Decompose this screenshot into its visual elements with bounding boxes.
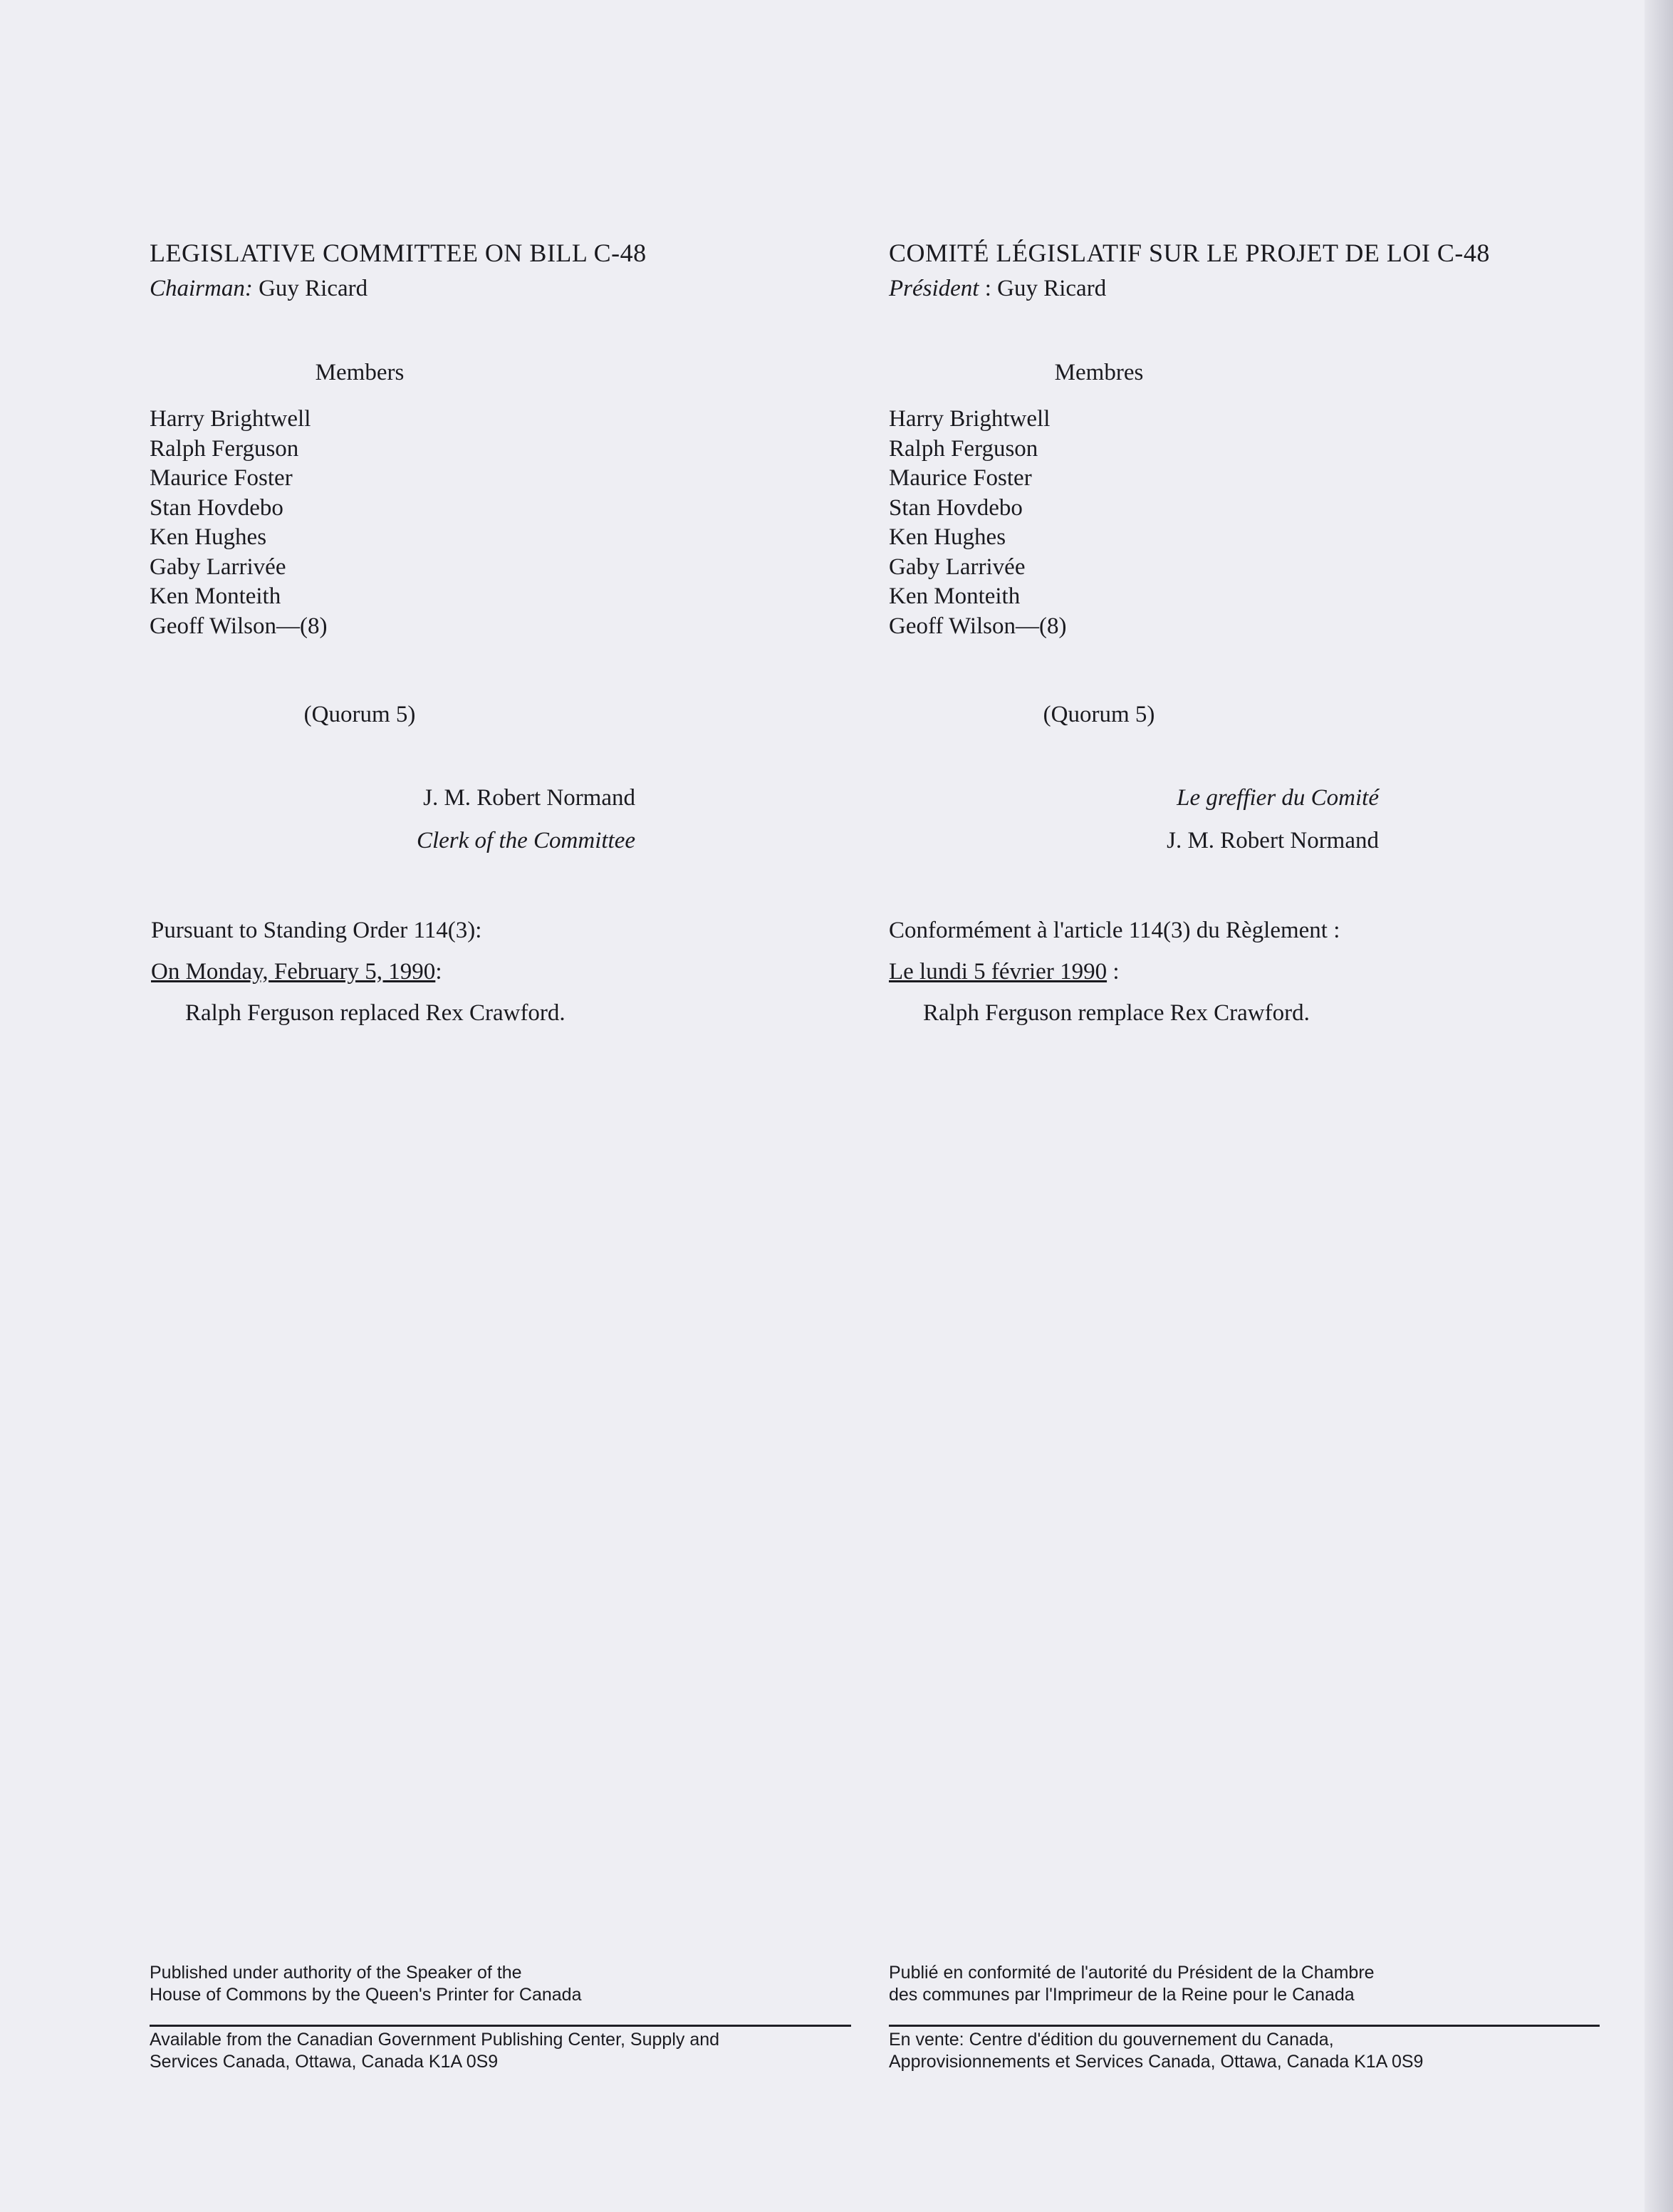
- availability-notice-fr: [889, 2029, 1423, 2073]
- footer-divider-en: [150, 2025, 851, 2027]
- published-line: des communes par l'Imprimeur de la Reine pour le Canada: [889, 1985, 1355, 2005]
- member-item: Gaby Larrivée: [150, 554, 286, 580]
- member-item: Ralph Ferguson: [150, 435, 299, 462]
- published-line: Publié en conformité de l'autorité du Président de la Chambre: [889, 1963, 1375, 1983]
- chair-name-fr: : Guy Ricard: [984, 276, 1107, 301]
- availability-line: Services Canada, Ottawa, Canada K1A 0S9: [150, 2052, 499, 2072]
- members-title-fr: Membres: [1054, 360, 1144, 385]
- order-date-suffix-en: :: [435, 959, 442, 985]
- member-item: Maurice Foster: [150, 465, 293, 491]
- english-column: [150, 235, 862, 862]
- chair-role-en: Chairman:: [150, 276, 253, 301]
- member-item: Geoff Wilson—(8): [889, 613, 1067, 639]
- member-item: Stan Hovdebo: [889, 494, 1023, 521]
- member-item: Ralph Ferguson: [889, 435, 1038, 462]
- availability-notice-en: [150, 2029, 719, 2073]
- page-edge-shadow: [1645, 0, 1673, 2212]
- chair-role-fr: Président: [889, 276, 979, 301]
- availability-line: Available from the Canadian Government Publishing Center, Supply and: [150, 2030, 720, 2050]
- committee-heading-en: LEGISLATIVE COMMITTEE ON BILL C-48: [150, 239, 647, 267]
- chairman-line-fr: [889, 271, 1601, 306]
- order-date-en: On Monday, February 5, 1990: [151, 959, 436, 985]
- members-title-en: Members: [315, 360, 405, 385]
- quorum-fr: (Quorum 5): [1043, 702, 1155, 727]
- member-item: Geoff Wilson—(8): [150, 613, 328, 639]
- published-line: Published under authority of the Speaker of the: [150, 1963, 522, 1983]
- clerk-block-en: [150, 777, 635, 862]
- availability-line: Approvisionnements et Services Canada, Ottawa, Canada K1A 0S9: [889, 2052, 1424, 2072]
- member-item: Ken Hughes: [889, 524, 1006, 550]
- order-intro-fr: Conformément à l'article 114(3) du Règlement :: [889, 918, 1340, 943]
- order-date-suffix-fr: :: [1107, 959, 1120, 985]
- member-item: Harry Brightwell: [889, 406, 1051, 432]
- clerk-block-fr: [889, 777, 1379, 862]
- published-line: House of Commons by the Queen's Printer for Canada: [150, 1985, 582, 2005]
- chair-name-en: Guy Ricard: [259, 276, 368, 301]
- standing-order-fr: [889, 910, 1340, 1034]
- clerk-title-en: Clerk of the Committee: [416, 828, 635, 853]
- member-item: Stan Hovdebo: [150, 494, 283, 521]
- published-notice-en: [150, 1962, 581, 2006]
- members-list-en: [150, 405, 862, 641]
- quorum-en: (Quorum 5): [303, 702, 416, 727]
- order-date-line-en: [151, 951, 566, 992]
- member-item: Harry Brightwell: [150, 406, 311, 432]
- order-date-line-fr: [889, 951, 1340, 992]
- chairman-line-en: [150, 271, 862, 306]
- order-intro-en: Pursuant to Standing Order 114(3):: [151, 918, 482, 943]
- member-item: Gaby Larrivée: [889, 554, 1026, 580]
- standing-order-en: [151, 910, 566, 1034]
- clerk-name-en: J. M. Robert Normand: [423, 785, 635, 811]
- order-text-en: Ralph Ferguson replaced Rex Crawford.: [185, 1000, 566, 1026]
- member-item: Maurice Foster: [889, 465, 1032, 491]
- order-text-fr: Ralph Ferguson remplace Rex Crawford.: [923, 1000, 1310, 1026]
- clerk-title-fr: Le greffier du Comité: [1177, 785, 1379, 811]
- member-item: Ken Monteith: [889, 583, 1021, 609]
- published-notice-fr: [889, 1962, 1375, 2006]
- availability-line: En vente: Centre d'édition du gouvernement du Canada,: [889, 2030, 1334, 2050]
- member-item: Ken Hughes: [150, 524, 267, 550]
- committee-heading-fr: COMITÉ LÉGISLATIF SUR LE PROJET DE LOI C-48: [889, 239, 1490, 267]
- french-column: [889, 235, 1601, 862]
- members-list-fr: [889, 405, 1601, 641]
- footer-divider-fr: [889, 2025, 1600, 2027]
- member-item: Ken Monteith: [150, 583, 281, 609]
- clerk-name-fr: J. M. Robert Normand: [1167, 828, 1379, 853]
- order-date-fr: Le lundi 5 février 1990: [889, 959, 1107, 985]
